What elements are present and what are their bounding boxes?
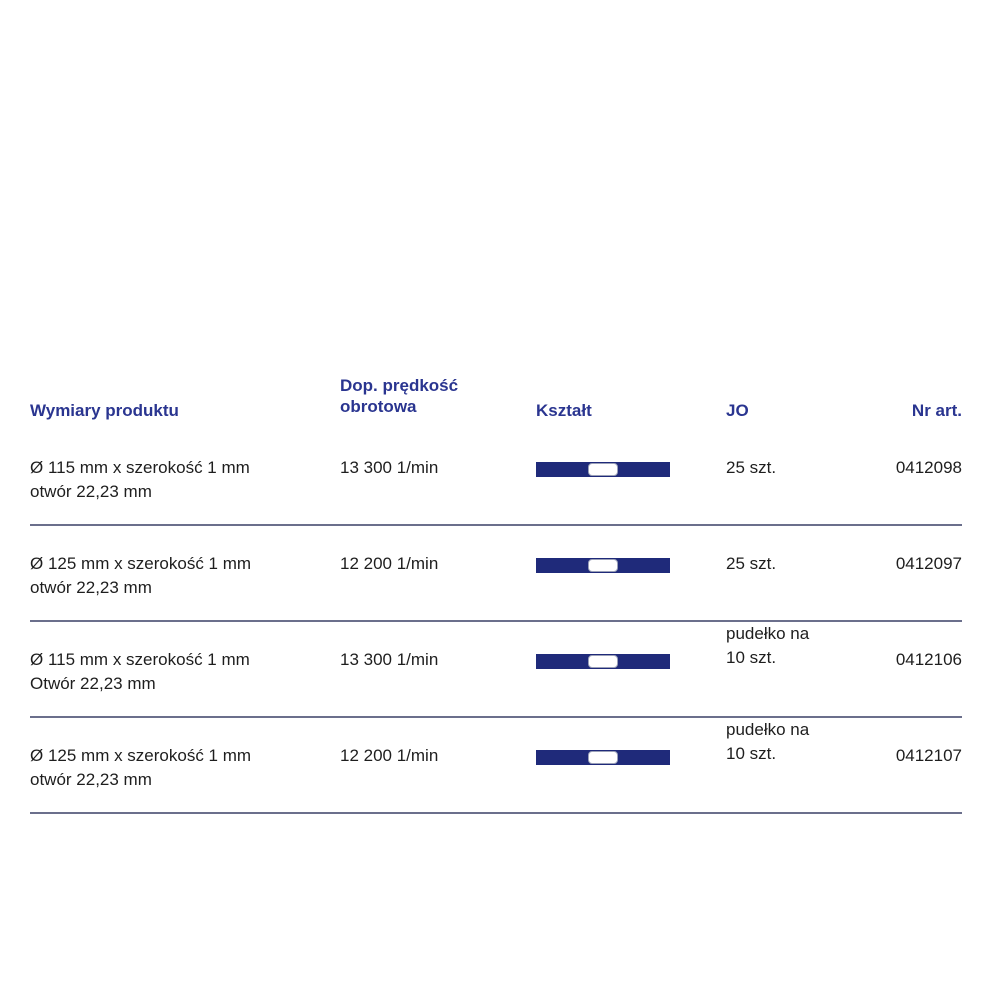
disc-hub-icon: [588, 751, 618, 764]
header-shape: Kształt: [536, 401, 592, 420]
dimensions-line2: otwór 22,23 mm: [30, 482, 152, 501]
table-row: [30, 430, 962, 526]
header-article-number: Nr art.: [911, 401, 962, 420]
unit-line1: pudełko na: [726, 720, 810, 739]
dimensions-line2: otwór 22,23 mm: [30, 770, 152, 789]
article-number-cell: 0412107: [895, 746, 962, 765]
dimensions-cell: [30, 552, 330, 600]
dimensions-line1: Ø 125 mm x szerokość 1 mm: [30, 746, 252, 765]
disc-hub-icon: [588, 655, 618, 668]
speed-cell: 12 200 1/min: [340, 746, 439, 765]
unit-cell: [726, 718, 866, 766]
header-speed: [340, 375, 540, 417]
table-row: [30, 622, 962, 718]
dimensions-cell: [30, 456, 330, 504]
row-separator: [30, 812, 962, 814]
unit-line1: pudełko na: [726, 624, 810, 643]
article-number-cell: 0412098: [895, 458, 962, 477]
header-dimensions: Wymiary produktu: [30, 401, 179, 420]
dimensions-cell: [30, 648, 330, 696]
cutting-disc-profile-icon: [536, 558, 670, 573]
article-number-cell: 0412106: [895, 650, 962, 669]
header-speed-line2: obrotowa: [340, 397, 417, 416]
article-number-cell: 0412097: [895, 554, 962, 573]
speed-cell: 13 300 1/min: [340, 458, 439, 477]
table-row: [30, 718, 962, 814]
unit-line1: 25 szt.: [726, 458, 777, 477]
header-unit: JO: [726, 401, 749, 420]
table-header: [30, 372, 962, 430]
unit-cell: [726, 622, 866, 670]
disc-hub-icon: [588, 559, 618, 572]
unit-cell: [726, 552, 866, 576]
dimensions-line2: Otwór 22,23 mm: [30, 674, 156, 693]
cutting-disc-profile-icon: [536, 462, 670, 477]
dimensions-line2: otwór 22,23 mm: [30, 578, 152, 597]
unit-line2: 10 szt.: [726, 744, 777, 763]
dimensions-line1: Ø 115 mm x szerokość 1 mm: [30, 650, 250, 669]
unit-line1: 25 szt.: [726, 554, 777, 573]
unit-line2: 10 szt.: [726, 648, 777, 667]
disc-hub-icon: [588, 463, 618, 476]
header-speed-line1: Dop. prędkość: [340, 376, 459, 395]
cutting-disc-profile-icon: [536, 750, 670, 765]
dimensions-line1: Ø 115 mm x szerokość 1 mm: [30, 458, 250, 477]
dimensions-cell: [30, 744, 330, 792]
product-table: [30, 372, 962, 814]
cutting-disc-profile-icon: [536, 654, 670, 669]
unit-cell: [726, 456, 866, 480]
dimensions-line1: Ø 125 mm x szerokość 1 mm: [30, 554, 252, 573]
speed-cell: 12 200 1/min: [340, 554, 439, 573]
speed-cell: 13 300 1/min: [340, 650, 439, 669]
table-row: [30, 526, 962, 622]
